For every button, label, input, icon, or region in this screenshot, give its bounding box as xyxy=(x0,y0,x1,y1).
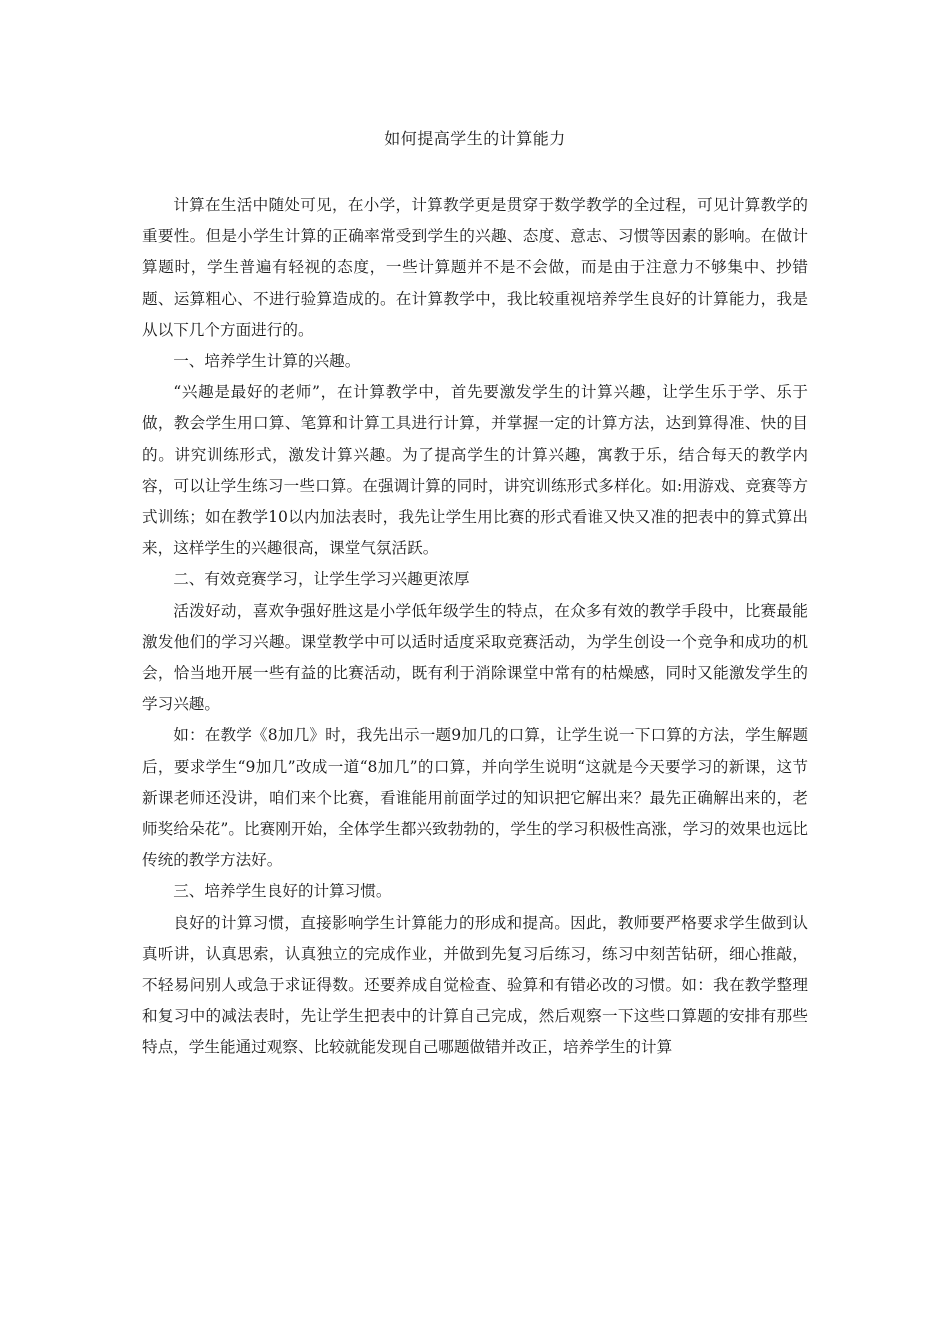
paragraph-section-2: 活泼好动，喜欢争强好胜这是小学低年级学生的特点，在众多有效的教学手段中，比赛最能激发他们的学习兴趣。课堂教学中可以适时适度采取竞赛活动，为学生创设一个竞争和成功的机会，恰当地开展一些有益的比赛活动，既有利于消除课堂中常有的枯燥感，同时又能激发学生的学习兴趣。 xyxy=(142,601,808,714)
paragraph-intro: 计算在生活中随处可见，在小学，计算教学更是贯穿于数学教学的全过程，可见计算教学的重要性。但是小学生计算的正确率常受到学生的兴趣、态度、意志、习惯等因素的影响。在做计算题时，学生普遍有轻视的态度，一些计算题并不是不会做，而是由于注意力不够集中、抄错题、运算粗心、不进行验算造成的。在计算教学中，我比较重视培养学生良好的计算能力，我是从以下几个方面进行的。 xyxy=(142,196,808,339)
document-title: 如何提高学生的计算能力 xyxy=(384,129,566,148)
paragraph-example: 如：在教学《8加几》时，我先出示一题9加几的口算，让学生说一下口算的方法，学生解题后，要求学生“9加几”改成一道“8加几”的口算，并向学生说明“这就是今天要学习的新课，这节新课老师还没讲，咱们来个比赛，看谁能用前面学过的知识把它解出来？最先正确解出来的，老师奖给朵花”。比赛刚开始，全体学生都兴致勃勃的，学生的学习积极性高涨，学习的效果也远比传统的教学方法好。 xyxy=(142,726,808,870)
section-heading-3: 三、培养学生良好的计算习惯。 xyxy=(173,882,392,901)
section-heading-1: 一、培养学生计算的兴趣。 xyxy=(173,352,361,371)
document-body xyxy=(142,190,808,1064)
section-heading-2: 二、有效竞赛学习，让学生学习兴趣更浓厚 xyxy=(173,570,470,589)
paragraph-section-1: “兴趣是最好的老师”，在计算教学中，首先要激发学生的计算兴趣，让学生乐于学、乐于做，教会学生用口算、笔算和计算工具进行计算，并掌握一定的计算方法，达到算得准、快的目的。讲究训练形式，激发计算兴趣。为了提高学生的计算兴趣，寓教于乐，结合每天的教学内容，可以让学生练习一些口算。在强调计算的同时，讲究训练形式多样化。如:用游戏、竞赛等方式训练；如在教学10以内加法表时，我先让学生用比赛的形式看谁又快又准的把表中的算式算出来，这样学生的兴趣很高，课堂气氛活跃。 xyxy=(142,383,808,558)
paragraph-section-3: 良好的计算习惯，直接影响学生计算能力的形成和提高。因此，教师要严格要求学生做到认真听讲，认真思索，认真独立的完成作业，并做到先复习后练习，练习中刻苦钻研，细心推敲，不轻易问别人或急于求证得数。还要养成自觉检查、验算和有错必改的习惯。如：我在教学整理和复习中的减法表时，先让学生把表中的计算自己完成，然后观察一下这些口算题的安排有那些特点，学生能通过观察、比较就能发现自己哪题做错并改正，培养学生的计算 xyxy=(142,913,808,1057)
